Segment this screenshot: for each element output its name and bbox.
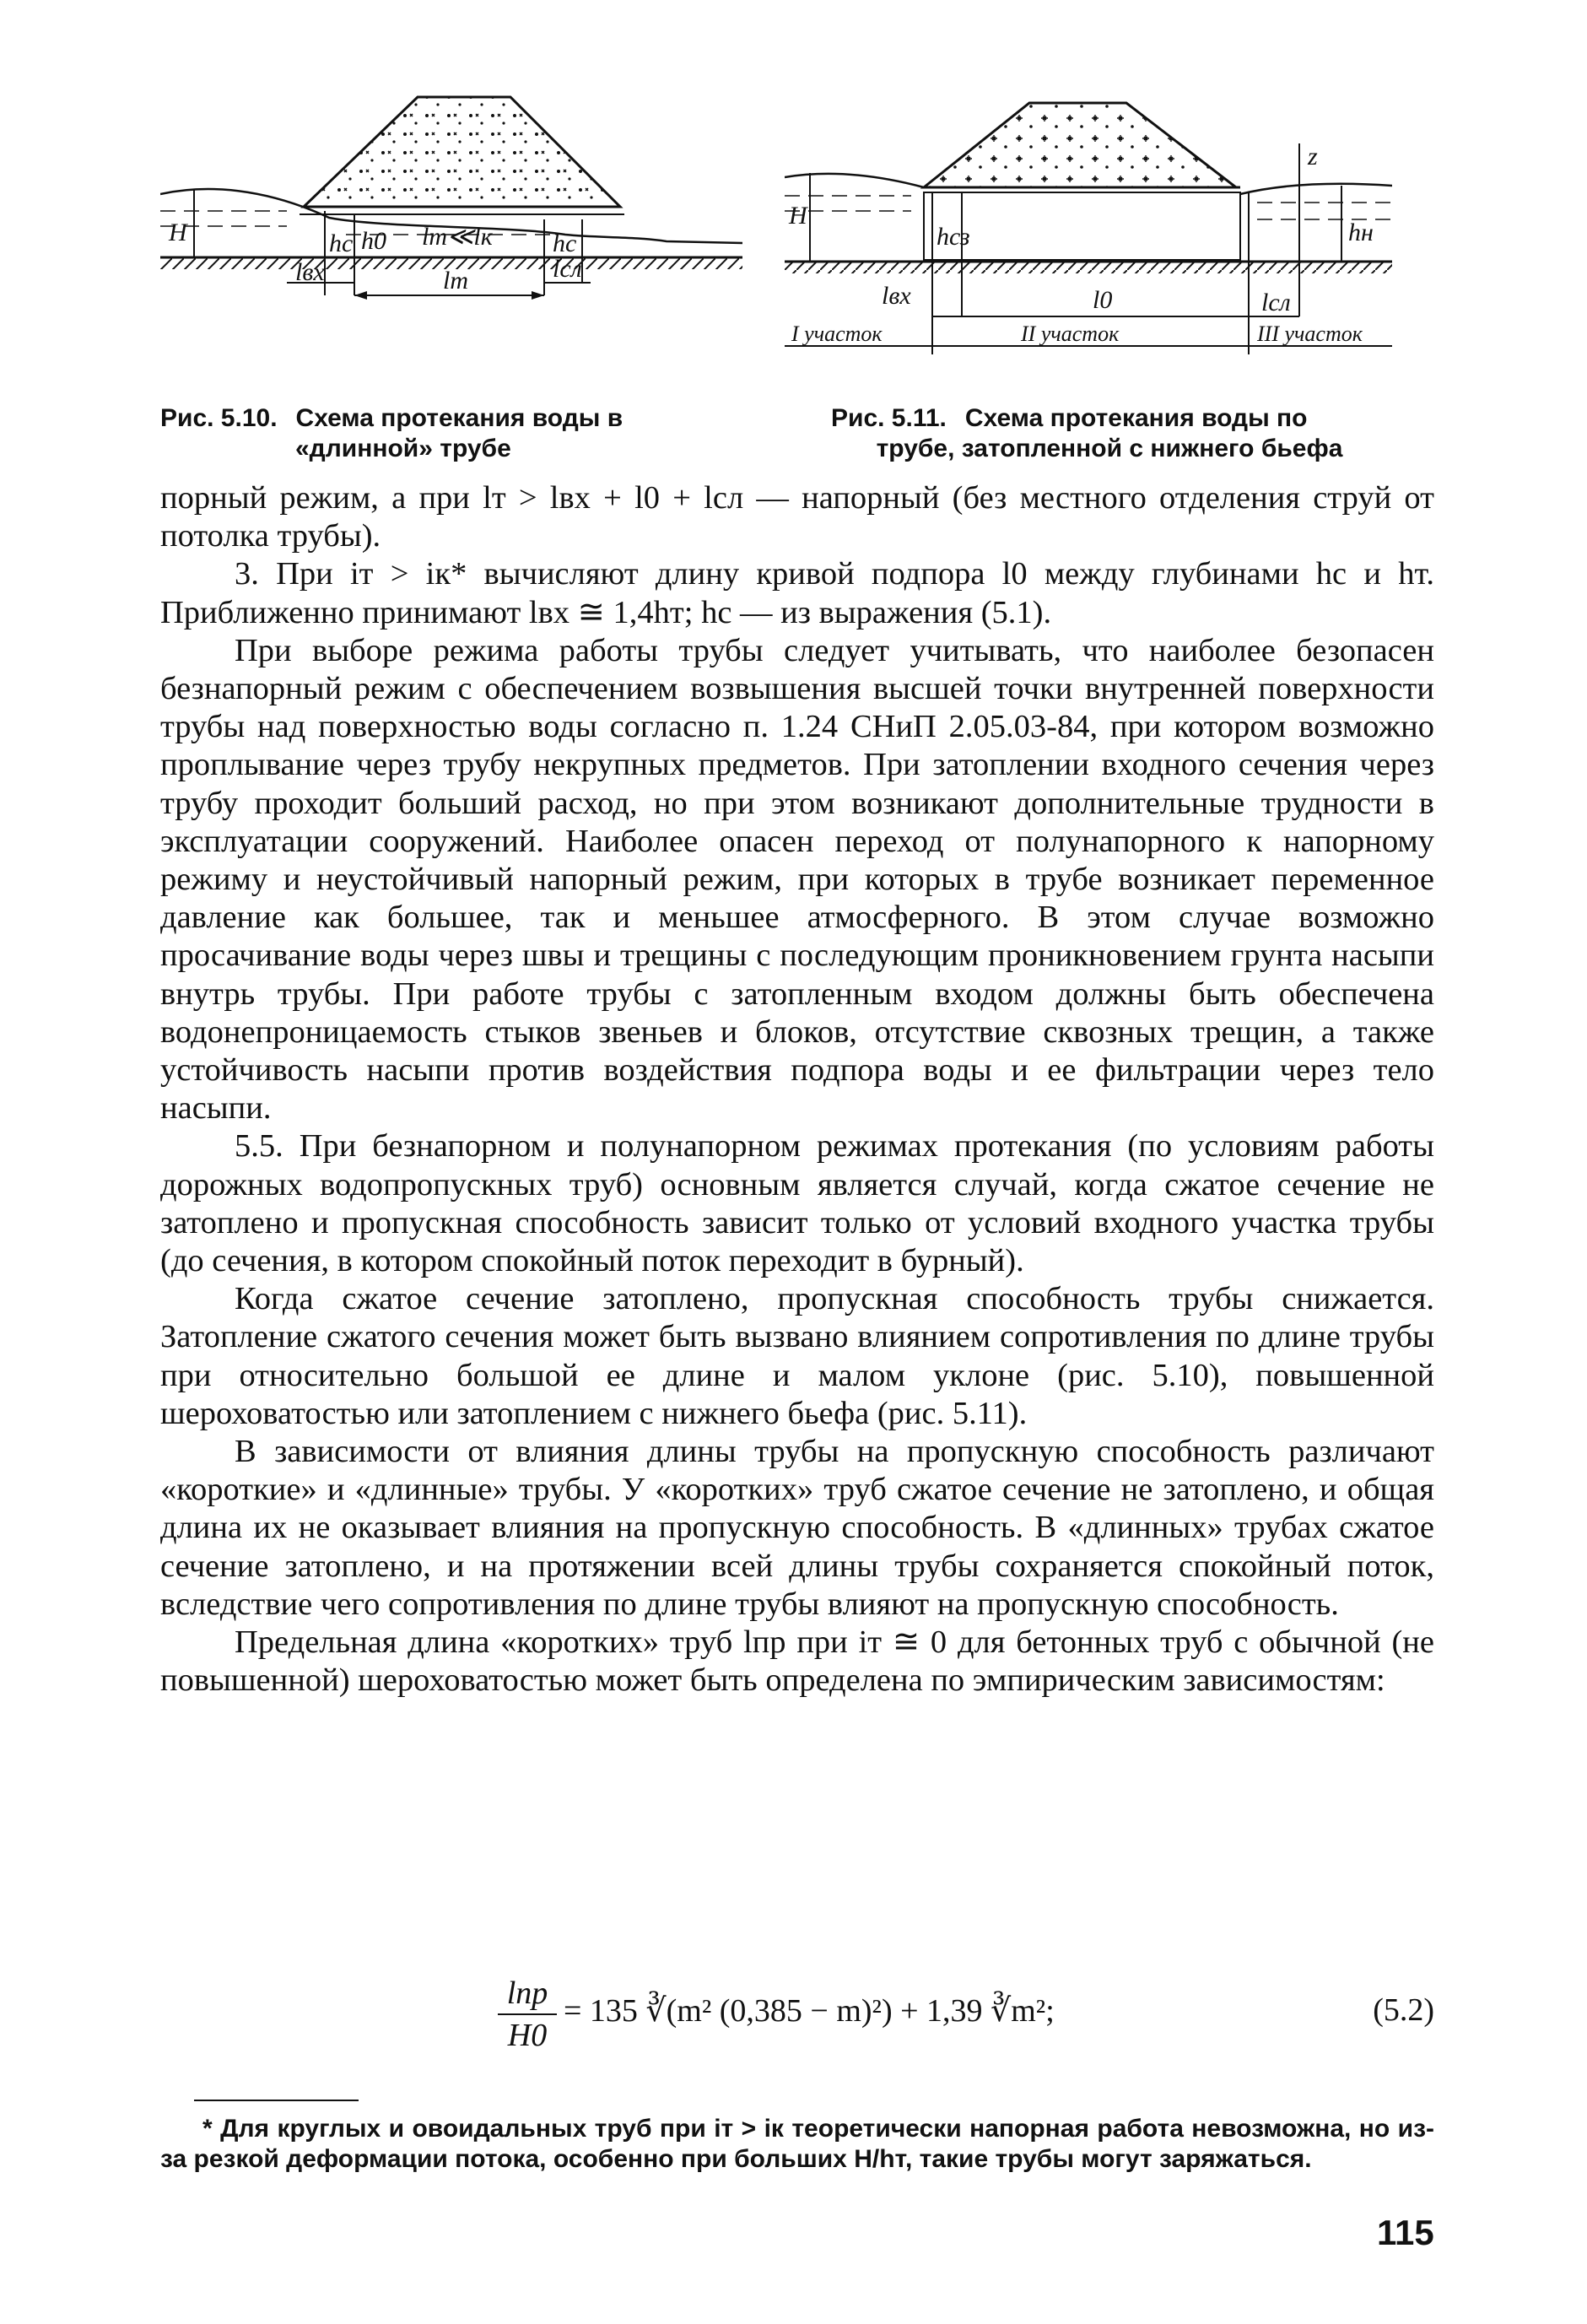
footnote-text: * Для круглых и овоидальных труб при iт > iк теоретически напорная работа невозможна, но из-за резкой деформации потока, особенно при больших H/hт, такие трубы могут заряжаться. xyxy=(160,2115,1434,2173)
footnote xyxy=(160,2114,1434,2175)
formula-fraction xyxy=(498,1975,557,2054)
fig2-label-lvx: lвх xyxy=(882,282,911,310)
fig2-label-hn: hн xyxy=(1348,219,1374,246)
fig1-label-lsl: lсл xyxy=(553,255,582,283)
fig2-label-H: H xyxy=(789,202,807,230)
figure-5-11-caption xyxy=(831,403,1422,464)
caption-line: Схема протекания воды по xyxy=(964,404,1308,432)
fig1-label-lvx: lвх xyxy=(295,258,325,286)
fig2-label-z: z xyxy=(1308,143,1318,170)
fig2-label-lsl: lсл xyxy=(1261,289,1291,316)
fig2-section-1: I участок xyxy=(791,322,883,346)
caption-line: трубе, затопленной с нижнего бьефа xyxy=(876,435,1343,462)
figure-5-10 xyxy=(160,93,742,354)
flooded-pipe-diagram xyxy=(785,93,1392,371)
fig2-label-hcz: hсз xyxy=(937,223,970,251)
fig1-label-h0: h0 xyxy=(361,227,386,255)
fig1-label-lt: lт xyxy=(443,267,468,295)
fig1-label-hc2: hc xyxy=(553,230,577,257)
paragraph: В зависимости от влияния длины трубы на пропускную способность различают «короткие» и «длинные» трубы. У «коротких» труб сжатое сечение не затоплено, и общая длина их не оказывает влияния на пропускную способность. В «длинных» трубах сжатое сечение затоплено, и на протяжении всей длины трубы сохраняется спокойный поток, вследствие чего сопротивления по длине трубы влияют на пропускную способность. xyxy=(160,1434,1434,1622)
figure-5-11 xyxy=(785,93,1392,371)
paragraph: 3. При iт > iк* вычисляют длину кривой подпора l0 между глубинами hс и hт. Приближенно принимают lвх ≅ 1,4hт; hс — из выражения (5.1). xyxy=(160,556,1434,630)
fig1-label-hc: hc xyxy=(329,230,354,257)
caption-number: Рис. 5.10. xyxy=(160,404,278,432)
fig1-label-H: H xyxy=(169,219,187,246)
paragraph: При выборе режима работы трубы следует учитывать, что наиболее безопасен безнапорный режим с обеспечением возвышения высшей точки внутренней поверхности трубы над поверхностью воды согласно п. 1.24 СНиП 2.05.03-84, при котором возможно проплывание через трубу некрупных предметов. При затоплении входного сечения через трубу проходит больший расход, но при этом возникают дополнительные трудности в эксплуатации сооружений. Наиболее опасен переход от полунапорного к напорному режиму и неустойчивый напорный режим, при которых в трубе возникает переменное давление как большее, так и меньшее атмосферного. В этом случае возможно просачивание воды через швы и трещины с последующим проникновением грунта насыпи внутрь трубы. При работе трубы с затопленным входом должны быть обеспечена водонепроницаемость стыков звеньев и блоков, отсутствие сквозных трещин, а также устойчивость насыпи против воздействия подпора воды и ее фильтрации через тело насыпи. xyxy=(160,632,1434,1127)
formula-right-side: = 135 ∛(m² (0,385 − m)²) + 1,39 ∛m²; xyxy=(564,1993,1055,2029)
fig2-section-2: II участок xyxy=(1021,322,1120,346)
footnote-divider xyxy=(194,2100,359,2101)
formula-5-2 xyxy=(498,1975,1434,2067)
paragraph: порный режим, а при lт > lвх + l0 + lсл — напорный (без местного отделения струй от потолка трубы). xyxy=(160,480,1434,554)
fig2-label-l0: l0 xyxy=(1093,286,1113,314)
formula-number: (5.2) xyxy=(1373,1992,1434,2028)
formula-numerator: lпр xyxy=(498,1975,557,2015)
formula-denominator: H0 xyxy=(507,2018,548,2053)
fig2-section-3: III участок xyxy=(1257,322,1363,346)
page-number: 115 xyxy=(1377,2213,1434,2252)
paragraph: Предельная длина «коротких» труб lпр при iт ≅ 0 для бетонных труб с обычной (не повышенной) шероховатостью может быть определена по эмпирическим зависимостям: xyxy=(160,1624,1434,1699)
figure-5-10-caption xyxy=(160,403,751,464)
paragraph: Когда сжатое сечение затоплено, пропускная способность трубы снижается. Затопление сжатого сечения может быть вызвано влиянием сопротивления по длине трубы при относительно большой ее длине и малом уклоне (рис. 5.10), повышенной шероховатостью или затоплением с нижнего бьефа (рис. 5.11). xyxy=(160,1281,1434,1431)
caption-line: Схема протекания воды в xyxy=(295,404,623,432)
fig1-label-relation: lт≪lк xyxy=(422,223,493,251)
body-text xyxy=(160,479,1434,1700)
long-pipe-diagram xyxy=(160,93,742,354)
caption-number: Рис. 5.11. xyxy=(831,404,947,432)
paragraph: 5.5. При безнапорном и полунапорном режимах протекания (по условиям работы дорожных водопропускных труб) основным является случай, когда сжатое сечение не затоплено и пропускная способность зависит только от условий входного участка трубы (до сечения, в котором спокойный поток переходит в бурный). xyxy=(160,1128,1434,1279)
caption-line: «длинной» трубе xyxy=(295,435,511,462)
